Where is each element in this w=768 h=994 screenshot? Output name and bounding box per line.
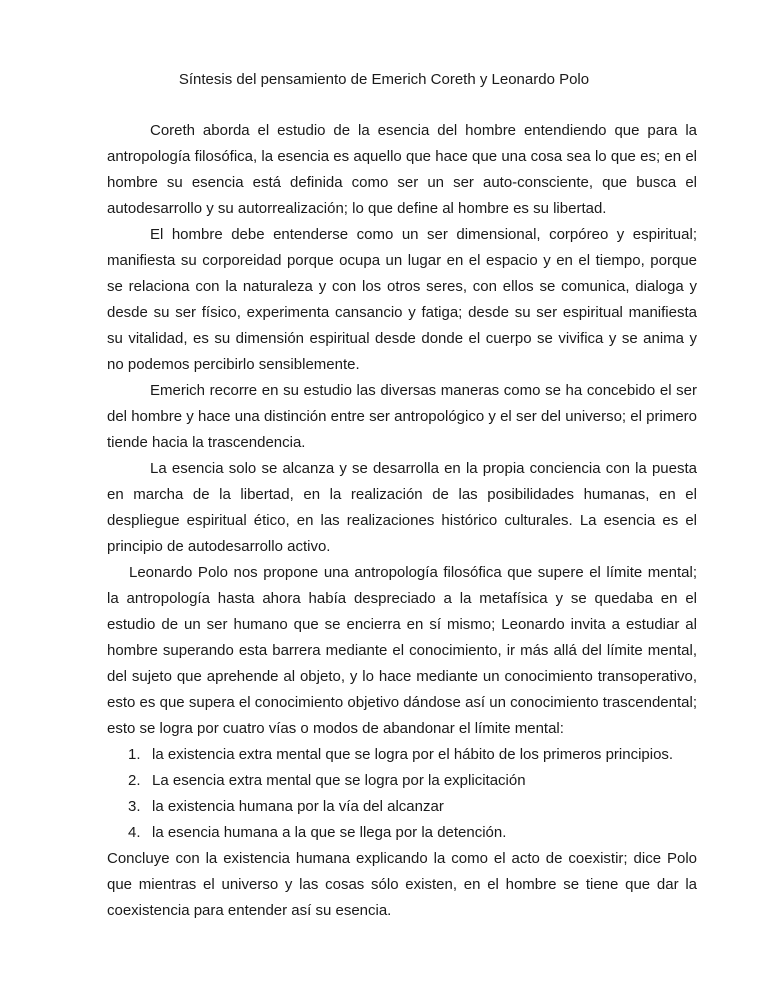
document-title: Síntesis del pensamiento de Emerich Coreth y Leonardo Polo (178, 71, 590, 88)
list-number: 1. (128, 746, 141, 763)
list-number: 2. (128, 772, 141, 789)
list-number: 3. (128, 798, 141, 815)
list-item (107, 820, 697, 846)
list-item-text: La esencia extra mental que se logra por la explicitación (152, 772, 526, 789)
paragraph-dimensional-being: El hombre debe entenderse como un ser dimensional, corpóreo y espiritual; manifiesta su corporeidad porque ocupa un lugar en el espacio y en el tiempo, porque se relaciona con la naturaleza y con los otros seres, con ellos se comunica, dialoga y desde su ser físico, experimenta cansancio y fatiga; desde su ser espiritual manifiesta su vitalidad, es su dimensión espiritual desde donde el cuerpo se vivifica y se anima y no podemos percibirlo sensiblemente. (107, 226, 697, 373)
list-item-text: la existencia humana por la vía del alcanzar (152, 798, 444, 815)
numbered-list (107, 742, 697, 846)
list-item-text: la existencia extra mental que se logra por el hábito de los primeros principios. (152, 746, 674, 763)
document-body (107, 118, 697, 924)
paragraph-emerich-study: Emerich recorre en su estudio las diversas maneras como se ha concebido el ser del hombre y hace una distinción entre ser antropológico y el ser del universo; el primero tiende hacia la trascendencia. (107, 382, 697, 451)
list-number: 4. (128, 824, 141, 841)
paragraph-coreth-essence: Coreth aborda el estudio de la esencia del hombre entendiendo que para la antropología filosófica, la esencia es aquello que hace que una cosa sea lo que es; en el hombre su esencia está definida como ser un ser auto-consciente, que busca el autodesarrollo y su autorrealización; lo que define al hombre es su libertad. (107, 122, 697, 217)
list-item (107, 742, 697, 768)
list-item (107, 794, 697, 820)
paragraph-conclusion: Concluye con la existencia humana explicando la como el acto de coexistir; dice Polo que mientras el universo y las cosas sólo existen, en el hombre se tiene que dar la coexistencia para entender así su esencia. (107, 850, 697, 919)
paragraph-essence-freedom: La esencia solo se alcanza y se desarrolla en la propia conciencia con la puesta en marcha de la libertad, en la realización de las posibilidades humanas, en el despliegue espiritual ético, en las realizaciones histórico culturales. La esencia es el principio de autodesarrollo activo. (107, 460, 697, 555)
list-item-text: la esencia humana a la que se llega por la detención. (152, 824, 507, 841)
paragraph-leonardo-polo: Leonardo Polo nos propone una antropología filosófica que supere el límite mental; la antropología hasta ahora había despreciado a la metafísica y se quedaba en el estudio de un ser humano que se encierra en sí mismo; Leonardo invita a estudiar al hombre superando esta barrera mediante el conocimiento, ir más allá del límite mental, del sujeto que aprehende al objeto, y lo hace mediante un conocimiento transoperativo, esto es que supera el conocimiento objetivo dándose así un conocimiento trascendental; esto se logra por cuatro vías o modos de abandonar el límite mental: (107, 564, 697, 737)
list-item (107, 768, 697, 794)
